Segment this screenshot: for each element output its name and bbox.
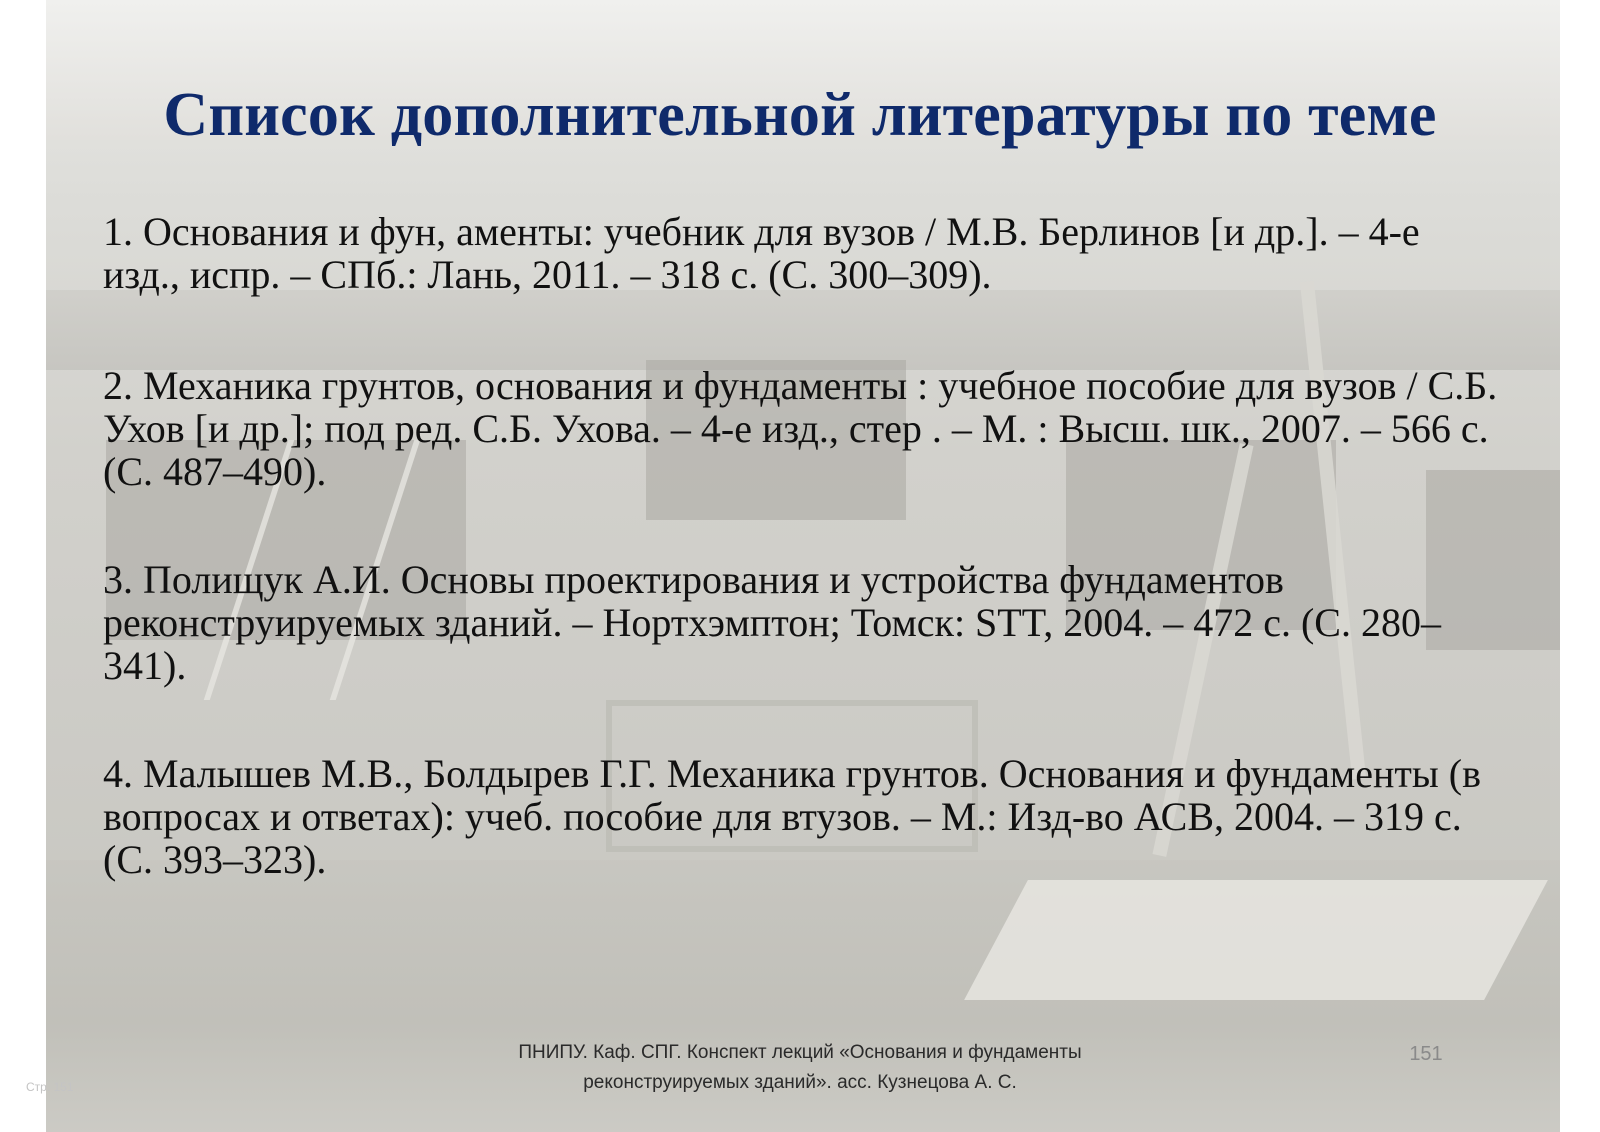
reference-item: 1. Основания и фун, аменты: учебник для вузов / М.В. Берлинов [и др.]. – 4-е изд., испр. – СПб.: Лань, 2011. – 318 с. (С. 300–309). [103, 209, 1420, 297]
footer-line: реконструируемых зданий». асс. Кузнецова А. С. [583, 1072, 1017, 1093]
reference-item: 2. Механика грунтов, основания и фундаменты : учебное пособие для вузов / С.Б. Ухов [и др.]; под ред. С.Б. Ухова. – 4-е изд., стер . – М. : Высш. шк., 2007. – 566 с. (С. 487–490). [103, 363, 1498, 494]
footer-line: ПНИПУ. Каф. СПГ. Конспект лекций «Основания и фундаменты [518, 1042, 1082, 1063]
slide-footer [480, 1038, 1120, 1098]
page-label: Стр. 151 [26, 1080, 74, 1094]
slide-title: Список дополнительной литературы по теме [163, 81, 1437, 149]
reference-item: 4. Малышев М.В., Болдырев Г.Г. Механика грунтов. Основания и фундаменты (в вопросах и ответах): учеб. пособие для втузов. – М.: Изд-во АСВ, 2004. – 319 с. (С. 393–323). [103, 751, 1481, 882]
reference-item: 3. Полищук А.И. Основы проектирования и устройства фундаментов реконструируемых зданий. – Нортхэмптон; Томск: STT, 2004. – 472 с. (С. 280–341). [103, 557, 1441, 688]
page-number: 151 [1409, 1043, 1443, 1065]
